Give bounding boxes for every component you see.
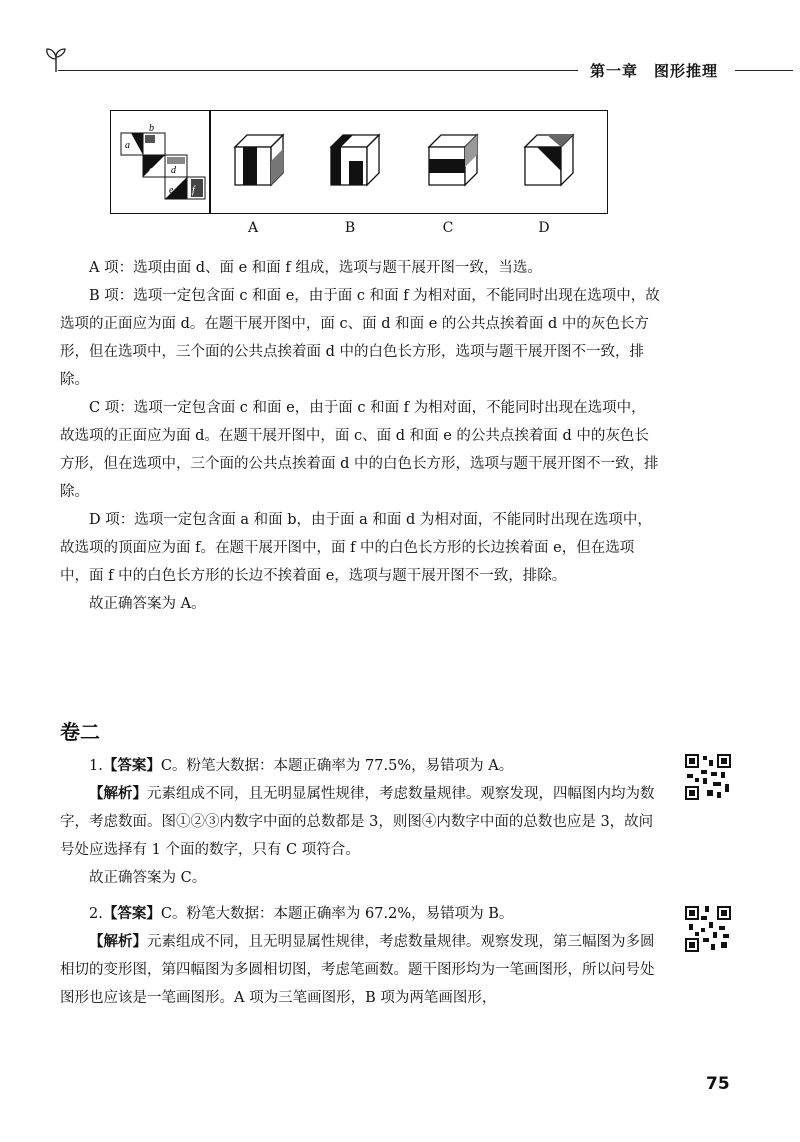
q1-explain-text: 元素组成不同，且无明显属性规律，考虑数量规律。观察发现，四幅图内均为数字，考虑数面。图①②③内数字中面的总数都是 3，则图④内数字中面的总数也应是 3，故问号处应选择有 1 个面的数字，只有 C 项符合。 bbox=[60, 786, 655, 858]
option-label-a: A bbox=[247, 220, 259, 236]
option-label-c: C bbox=[442, 220, 454, 236]
analysis-option-a: A 项：选项由面 d、面 e 和面 f 组成，选项与题干展开图一致，当选。 bbox=[89, 260, 542, 276]
net-label-f: f bbox=[192, 185, 195, 196]
q1-number: 1. bbox=[89, 758, 103, 774]
q2-explain-tag: 【解析】 bbox=[89, 933, 147, 950]
option-label-d: D bbox=[538, 220, 550, 236]
cube-option-b bbox=[325, 131, 385, 191]
cube-option-a bbox=[229, 131, 289, 191]
analysis-conclusion: 故正确答案为 A。 bbox=[89, 596, 206, 612]
analysis-option-d: D 项：选项一定包含面 a 和面 b，由于面 a 和面 d 为相对面，不能同时出现在选项中，故选项的顶面应为面 f。在题干展开图中，面 f 中的白色长方形的长边挨着面 e，但在选项中，面 f 中的白色长方形的长边不挨着面 e，选项与题干展开图不一致，排除。 bbox=[60, 512, 652, 584]
qr-code-icon[interactable] bbox=[683, 752, 733, 802]
chapter-title: 第一章 图形推理 bbox=[590, 62, 719, 80]
q1-explain-tag: 【解析】 bbox=[89, 785, 147, 802]
q2-number: 2. bbox=[89, 906, 103, 922]
q1-answer-text: C。粉笔大数据：本题正确率为 77.5%，易错项为 A。 bbox=[160, 758, 514, 774]
net-label-c: c bbox=[149, 165, 154, 176]
question-figure bbox=[110, 110, 608, 214]
q2-answer-tag: 【答案】 bbox=[102, 905, 161, 922]
q2-answer-text: C。粉笔大数据：本题正确率为 67.2%，易错项为 B。 bbox=[160, 906, 514, 922]
qr-code-icon[interactable] bbox=[683, 904, 733, 954]
header-rule-right bbox=[735, 70, 793, 71]
option-label-b: B bbox=[344, 220, 356, 236]
figure-divider bbox=[209, 111, 211, 213]
analysis-option-b: B 项：选项一定包含面 c 和面 e，由于面 c 和面 f 为相对面，不能同时出现在选项中，故选项的正面应为面 d。在题干展开图中，面 c、面 d 和面 e 的公共点挨着面 d 中的灰色长方形，但在选项中，三个面的公共点挨着面 d 中的白色长方形，选项与题干展开图不一致，排除。 bbox=[60, 288, 660, 388]
section-title: 卷二 bbox=[60, 720, 100, 744]
q1-answer-tag: 【答案】 bbox=[102, 757, 161, 774]
q2-explain-text: 元素组成不同，且无明显属性规律，考虑数量规律。观察发现，第三幅图为多圆相切的变形图，第四幅图为多圆相切图，考虑笔画数。题干图形均为一笔画图形，所以问号处图形也应该是一笔画图形。A 项为三笔画图形，B 项为两笔画图形， bbox=[60, 934, 655, 1006]
question-2 bbox=[60, 900, 660, 1012]
cube-option-d bbox=[519, 131, 579, 191]
net-label-a: a bbox=[125, 140, 130, 151]
q1-conclusion: 故正确答案为 C。 bbox=[89, 870, 207, 886]
cube-option-c bbox=[423, 131, 483, 191]
header-rule-left bbox=[58, 70, 578, 71]
net-label-d: d bbox=[171, 165, 176, 176]
net-label-b: b bbox=[149, 123, 154, 134]
page-number: 75 bbox=[706, 1074, 730, 1094]
analysis-block bbox=[60, 254, 660, 618]
analysis-option-c: C 项：选项一定包含面 c 和面 e，由于面 c 和面 f 为相对面，不能同时出现在选项中，故选项的正面应为面 d。在题干展开图中，面 c、面 d 和面 e 的公共点挨着面 d 中的灰色长方形，但在选项中，三个面的公共点挨着面 d 中的白色长方形，选项与题干展开图不一致，排除。 bbox=[60, 400, 659, 500]
question-1 bbox=[60, 752, 660, 892]
cube-net bbox=[111, 111, 207, 211]
net-label-e: e bbox=[169, 185, 174, 196]
